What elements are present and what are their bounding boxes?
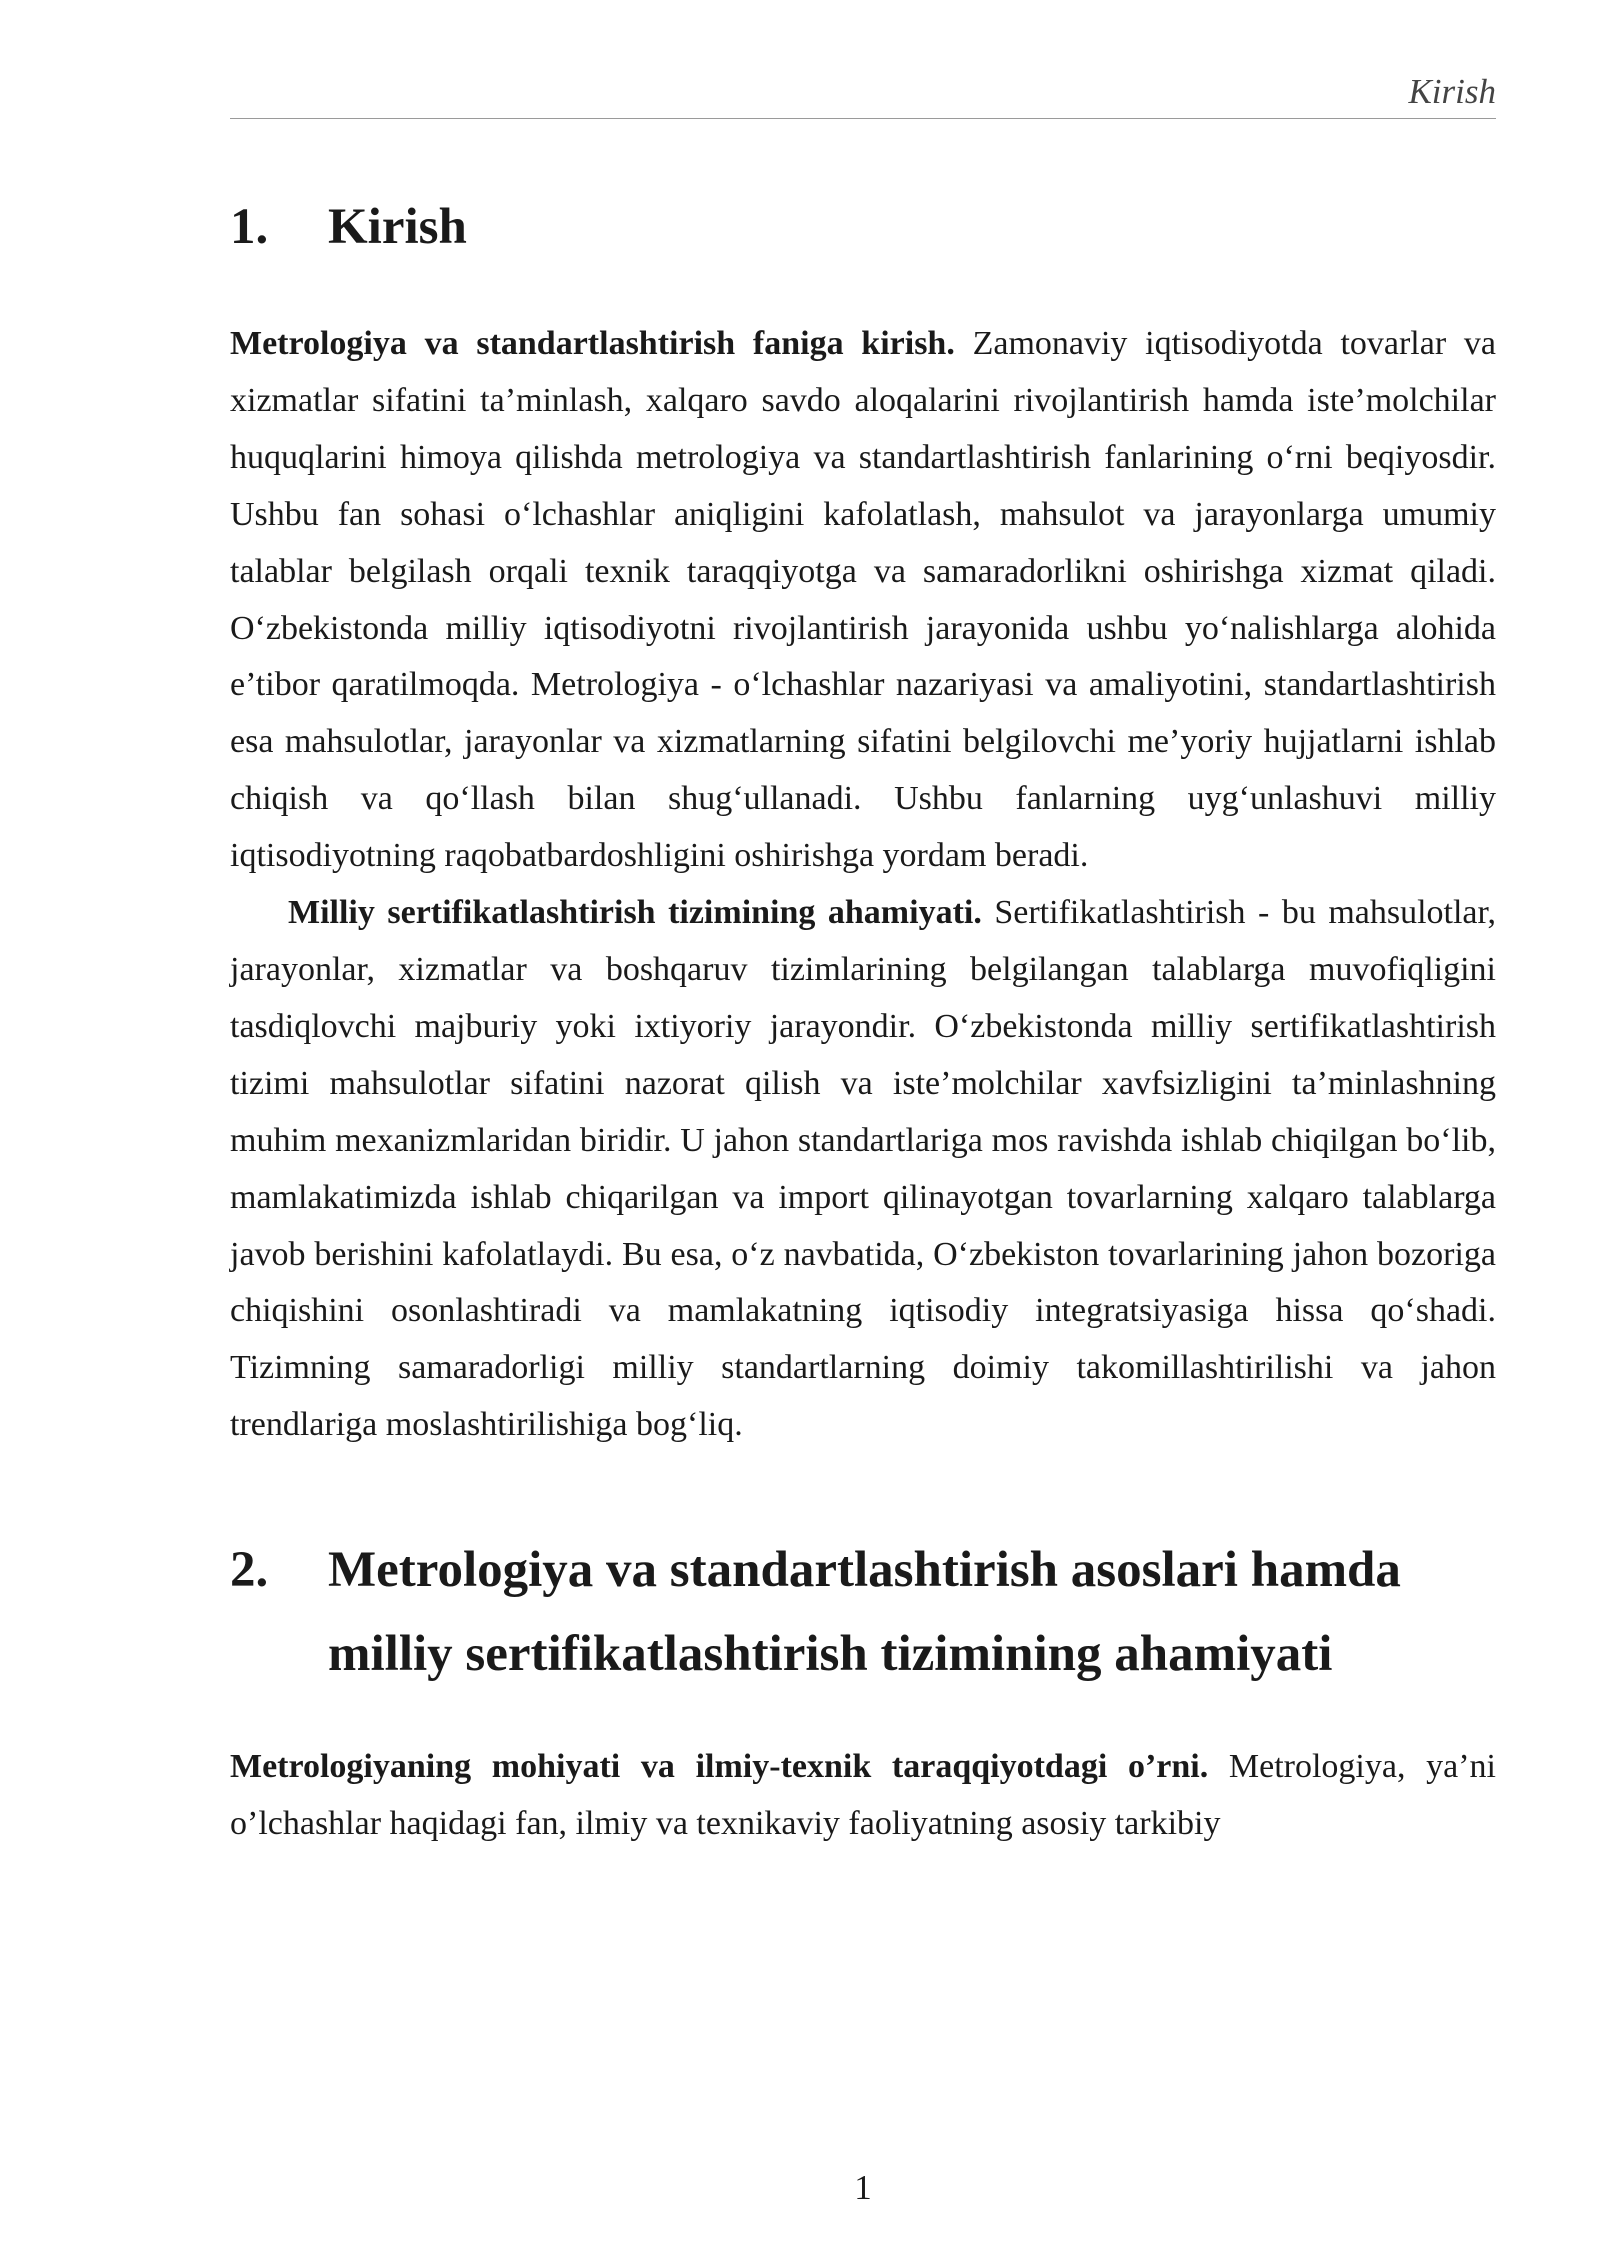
section-number: 1. — [230, 199, 269, 255]
paragraph-lead: Metrologiya va standartlashtirish faniga kirish. — [230, 325, 955, 362]
section-number: 2. — [230, 1542, 269, 1599]
section-title: Kirish — [328, 199, 467, 255]
paragraph-text: Zamonaviy iqtisodiyotda tovarlar va xizmatlar sifatini ta’minlash, xalqaro savdo aloqalarini rivojlantirish hamda iste’molchilar huquqlarini himoya qilishda metrologiya va standartlashtirish fanlarining o‘rni beqiyosdir. Ushbu fan sohasi o‘lchashlar aniqligini kafolatlash, mahsulot va jarayonlarga umumiy talablar belgilash orqali texnik taraqqiyotga va samaradorlikni oshirishga xizmat qiladi. O‘zbekistonda milliy iqtisodiyotni rivojlantirish jarayonida ushbu yo‘nalishlarga alohida e’tibor qaratilmoqda. Metrologiya - o‘lchashlar nazariyasi va amaliyotini, standartlashtirish esa mahsulotlar, jarayonlar va xizmatlarning sifatini belgilovchi me’yoriy hujjatlarni ishlab chiqish va qo‘llash bilan shug‘ullanadi. Ushbu fanlarning uyg‘unlashuvi milliy iqtisodiyotning raqobatbardoshligini oshirishga yordam beradi. — [230, 325, 1496, 875]
running-header: Kirish — [1408, 72, 1496, 111]
paragraph — [230, 316, 1496, 885]
page-content — [230, 185, 1496, 1853]
paragraph-text: Metrologiya, ya’ni o’lchashlar haqidagi fan, ilmiy va texnikaviy faoliyatning asosiy tarkibiy — [230, 1748, 1496, 1843]
paragraph-lead: Metrologiyaning mohiyati va ilmiy-texnik taraqqiyotdagi o’rni. — [230, 1748, 1209, 1786]
document-page — [230, 0, 1496, 2262]
section-heading — [230, 185, 1496, 269]
paragraph-lead: Milliy sertifikatlashtirish tizimining ahamiyati. — [288, 894, 982, 932]
paragraph-text: Sertifikatlashtirish - bu mahsulotlar, jarayonlar, xizmatlar va boshqaruv tizimlarining belgilangan talablarga muvofiqligini tasdiqlovchi majburiy yoki ixtiyoriy jarayondir. O‘zbekistonda milliy sertifikatlashtirish tizimi mahsulotlar sifatini nazorat qilish va iste’molchilar xavfsizligini ta’minlashning muhim mexanizmlaridan biridir. U jahon standartlariga mos ravishda ishlab chiqilgan bo‘lib, mamlakatimizda ishlab chiqarilgan va import qilinayotgan tovarlarning xalqaro talablarga javob berishini kafolatlaydi. Bu esa, o‘z navbatida, O‘zbekiston tovarlarining jahon bozoriga chiqishini osonlashtiradi va mamlakatning iqtisodiy integratsiyasiga hissa qo‘shadi. Tizimning samaradorligi milliy standartlarning doimiy takomillashtirilishi va jahon trendlariga moslashtirilishiga bog‘liq. — [230, 894, 1496, 1444]
page-number: 1 — [854, 2168, 872, 2207]
paragraph — [230, 885, 1496, 1454]
header-rule — [230, 118, 1496, 119]
section-title: Metrologiya va standartlashtirish asoslari hamda milliy sertifikatlashtirish tizimining ahamiyati — [328, 1542, 1401, 1683]
paragraph — [230, 1739, 1496, 1853]
section-heading — [230, 1528, 1496, 1696]
